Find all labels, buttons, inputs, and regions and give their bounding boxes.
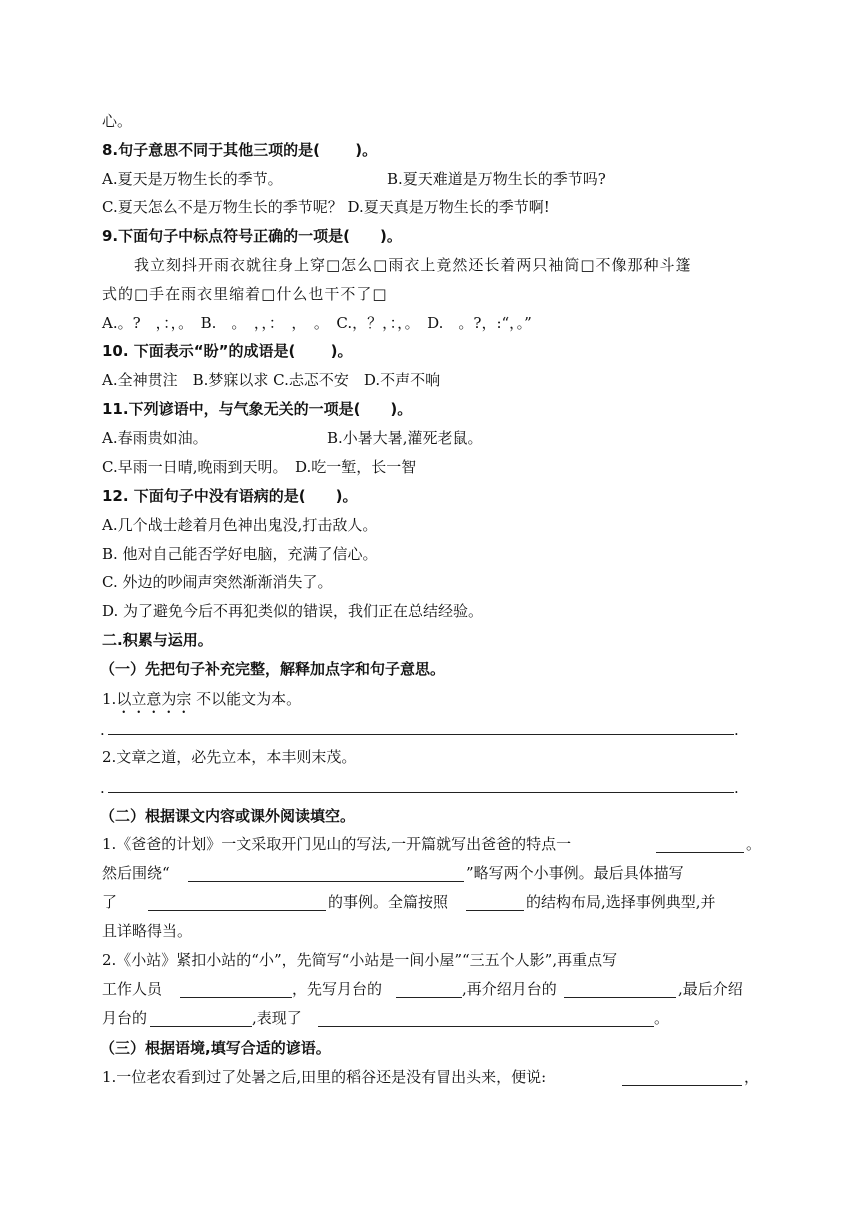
s3-item-1: 1.一位老农看到过了处暑之后,田里的稻谷还是没有冒出头来，便说:	[102, 1068, 547, 1086]
q11-option-a: A.春雨贵如油。	[102, 429, 208, 447]
question-11: 11.下列谚语中，与气象无关的一项是( )。	[102, 400, 413, 418]
s2-item-1-line-3-post: 的结构布局,选择事例典型,并	[526, 893, 716, 911]
answer-dot: .	[734, 721, 739, 739]
q9-options: A.。? ，：，。 B. 。 ，，： ， 。 C.，？，：，。 D. 。?，:“，。”	[102, 314, 532, 332]
s2-item-2-line-3-mid: ,表现了	[252, 1009, 302, 1027]
question-9: 9.下面句子中标点符号正确的一项是( )。	[102, 227, 402, 245]
answer-blank[interactable]	[318, 1025, 654, 1027]
answer-blank[interactable]	[396, 996, 462, 998]
subsection-1-heading: （一）先把句子补充完整，解释加点字和句子意思。	[100, 660, 446, 678]
s2-item-1-line-3-mid: 的事例。全篇按照	[328, 893, 449, 911]
s2-item-1-line-3-pre: 了	[102, 893, 118, 911]
q8-option-cd: C.夏天怎么不是万物生长的季节呢？ D.夏天真是万物生长的季节啊!	[102, 198, 550, 216]
text-line: 心。	[102, 112, 133, 130]
q10-options: A.全神贯注 B.梦寐以求 C.忐忑不安 D.不声不响	[102, 371, 441, 389]
answer-blank[interactable]	[466, 909, 524, 911]
subsection-2-heading: （二）根据课文内容或课外阅读填空。	[100, 807, 356, 825]
q11-option-cd: C.早雨一日晴,晚雨到天明。 D.吃一堑，长一智	[102, 458, 417, 476]
s2-item-2-line-3-pre: 月台的	[102, 1009, 148, 1027]
answer-dot: .	[100, 779, 105, 797]
item-number: 1.	[102, 690, 117, 708]
s2-item-2-line-1: 2.《小站》紧扣小站的“小”，先简写“小站是一间小屋”“三五个人影”,再重点写	[102, 951, 618, 969]
question-10: 10. 下面表示“盼”的成语是( )。	[102, 342, 353, 360]
answer-blank[interactable]	[622, 1084, 742, 1086]
s1-item-2: 2.文章之道，必先立本，本丰则末茂。	[102, 748, 357, 766]
answer-dot: .	[100, 721, 105, 739]
s2-item-2-line-3-post: 。	[654, 1009, 670, 1027]
subsection-3-heading: （三）根据语境,填写合适的谚语。	[100, 1039, 331, 1057]
s2-item-2-line-2-post: ,最后介绍	[678, 980, 743, 998]
q11-option-b: B.小暑大暑,灌死老鼠。	[327, 429, 483, 447]
question-8: 8.句子意思不同于其他三项的是( )。	[102, 141, 378, 159]
s2-item-2-line-2-mid2: ,再介绍月台的	[462, 980, 557, 998]
answer-blank[interactable]	[188, 880, 464, 882]
answer-blank[interactable]	[656, 851, 744, 853]
q8-option-a: A.夏天是万物生长的季节。	[102, 170, 283, 188]
answer-blank[interactable]	[108, 791, 734, 793]
punctuation: ，	[744, 1068, 760, 1086]
answer-blank[interactable]	[564, 996, 676, 998]
dotted-phrase: 以立意为宗	[116, 690, 192, 708]
q12-option-c: C. 外边的吵闹声突然渐渐消失了。	[102, 573, 333, 591]
answer-blank[interactable]	[148, 909, 326, 911]
s1-item-1	[102, 689, 301, 717]
q12-option-b: B. 他对自己能否学好电脑，充满了信心。	[102, 545, 378, 563]
s2-item-1-line-4: 且详略得当。	[102, 922, 193, 940]
s2-item-1-line-2-post: ”略写两个小事例。最后具体描写	[466, 864, 684, 882]
answer-blank[interactable]	[150, 1025, 252, 1027]
s2-item-1-line-2-pre: 然后围绕“	[102, 864, 170, 882]
answer-blank[interactable]	[108, 733, 734, 735]
q9-sentence-1: 我立刻抖开雨衣就往身上穿□怎么□雨衣上竟然还长着两只袖筒□不像那种斗篷	[134, 256, 692, 274]
answer-dot: .	[734, 779, 739, 797]
answer-blank[interactable]	[180, 996, 292, 998]
q12-option-a: A.几个战士趁着月色神出鬼没,打击敌人。	[102, 516, 378, 534]
q9-sentence-2: 式的□手在雨衣里缩着□什么也干不了□	[102, 285, 388, 303]
s2-item-1-line-1: 1.《爸爸的计划》一文采取开门见山的写法,一开篇就写出爸爸的特点一	[102, 835, 572, 853]
section-2-heading: 二.积累与运用。	[102, 631, 213, 649]
punctuation: 。	[746, 835, 762, 853]
question-12: 12. 下面句子中没有语病的是( )。	[102, 487, 358, 505]
s2-item-2-line-2-pre: 工作人员	[102, 980, 163, 998]
s2-item-2-line-2-mid1: ，先写月台的	[292, 980, 383, 998]
q8-option-b: B.夏天难道是万物生长的季节吗?	[387, 170, 606, 188]
q12-option-d: D. 为了避免今后不再犯类似的错误，我们正在总结经验。	[102, 602, 484, 620]
phrase-rest: 不以能文为本。	[191, 690, 302, 708]
